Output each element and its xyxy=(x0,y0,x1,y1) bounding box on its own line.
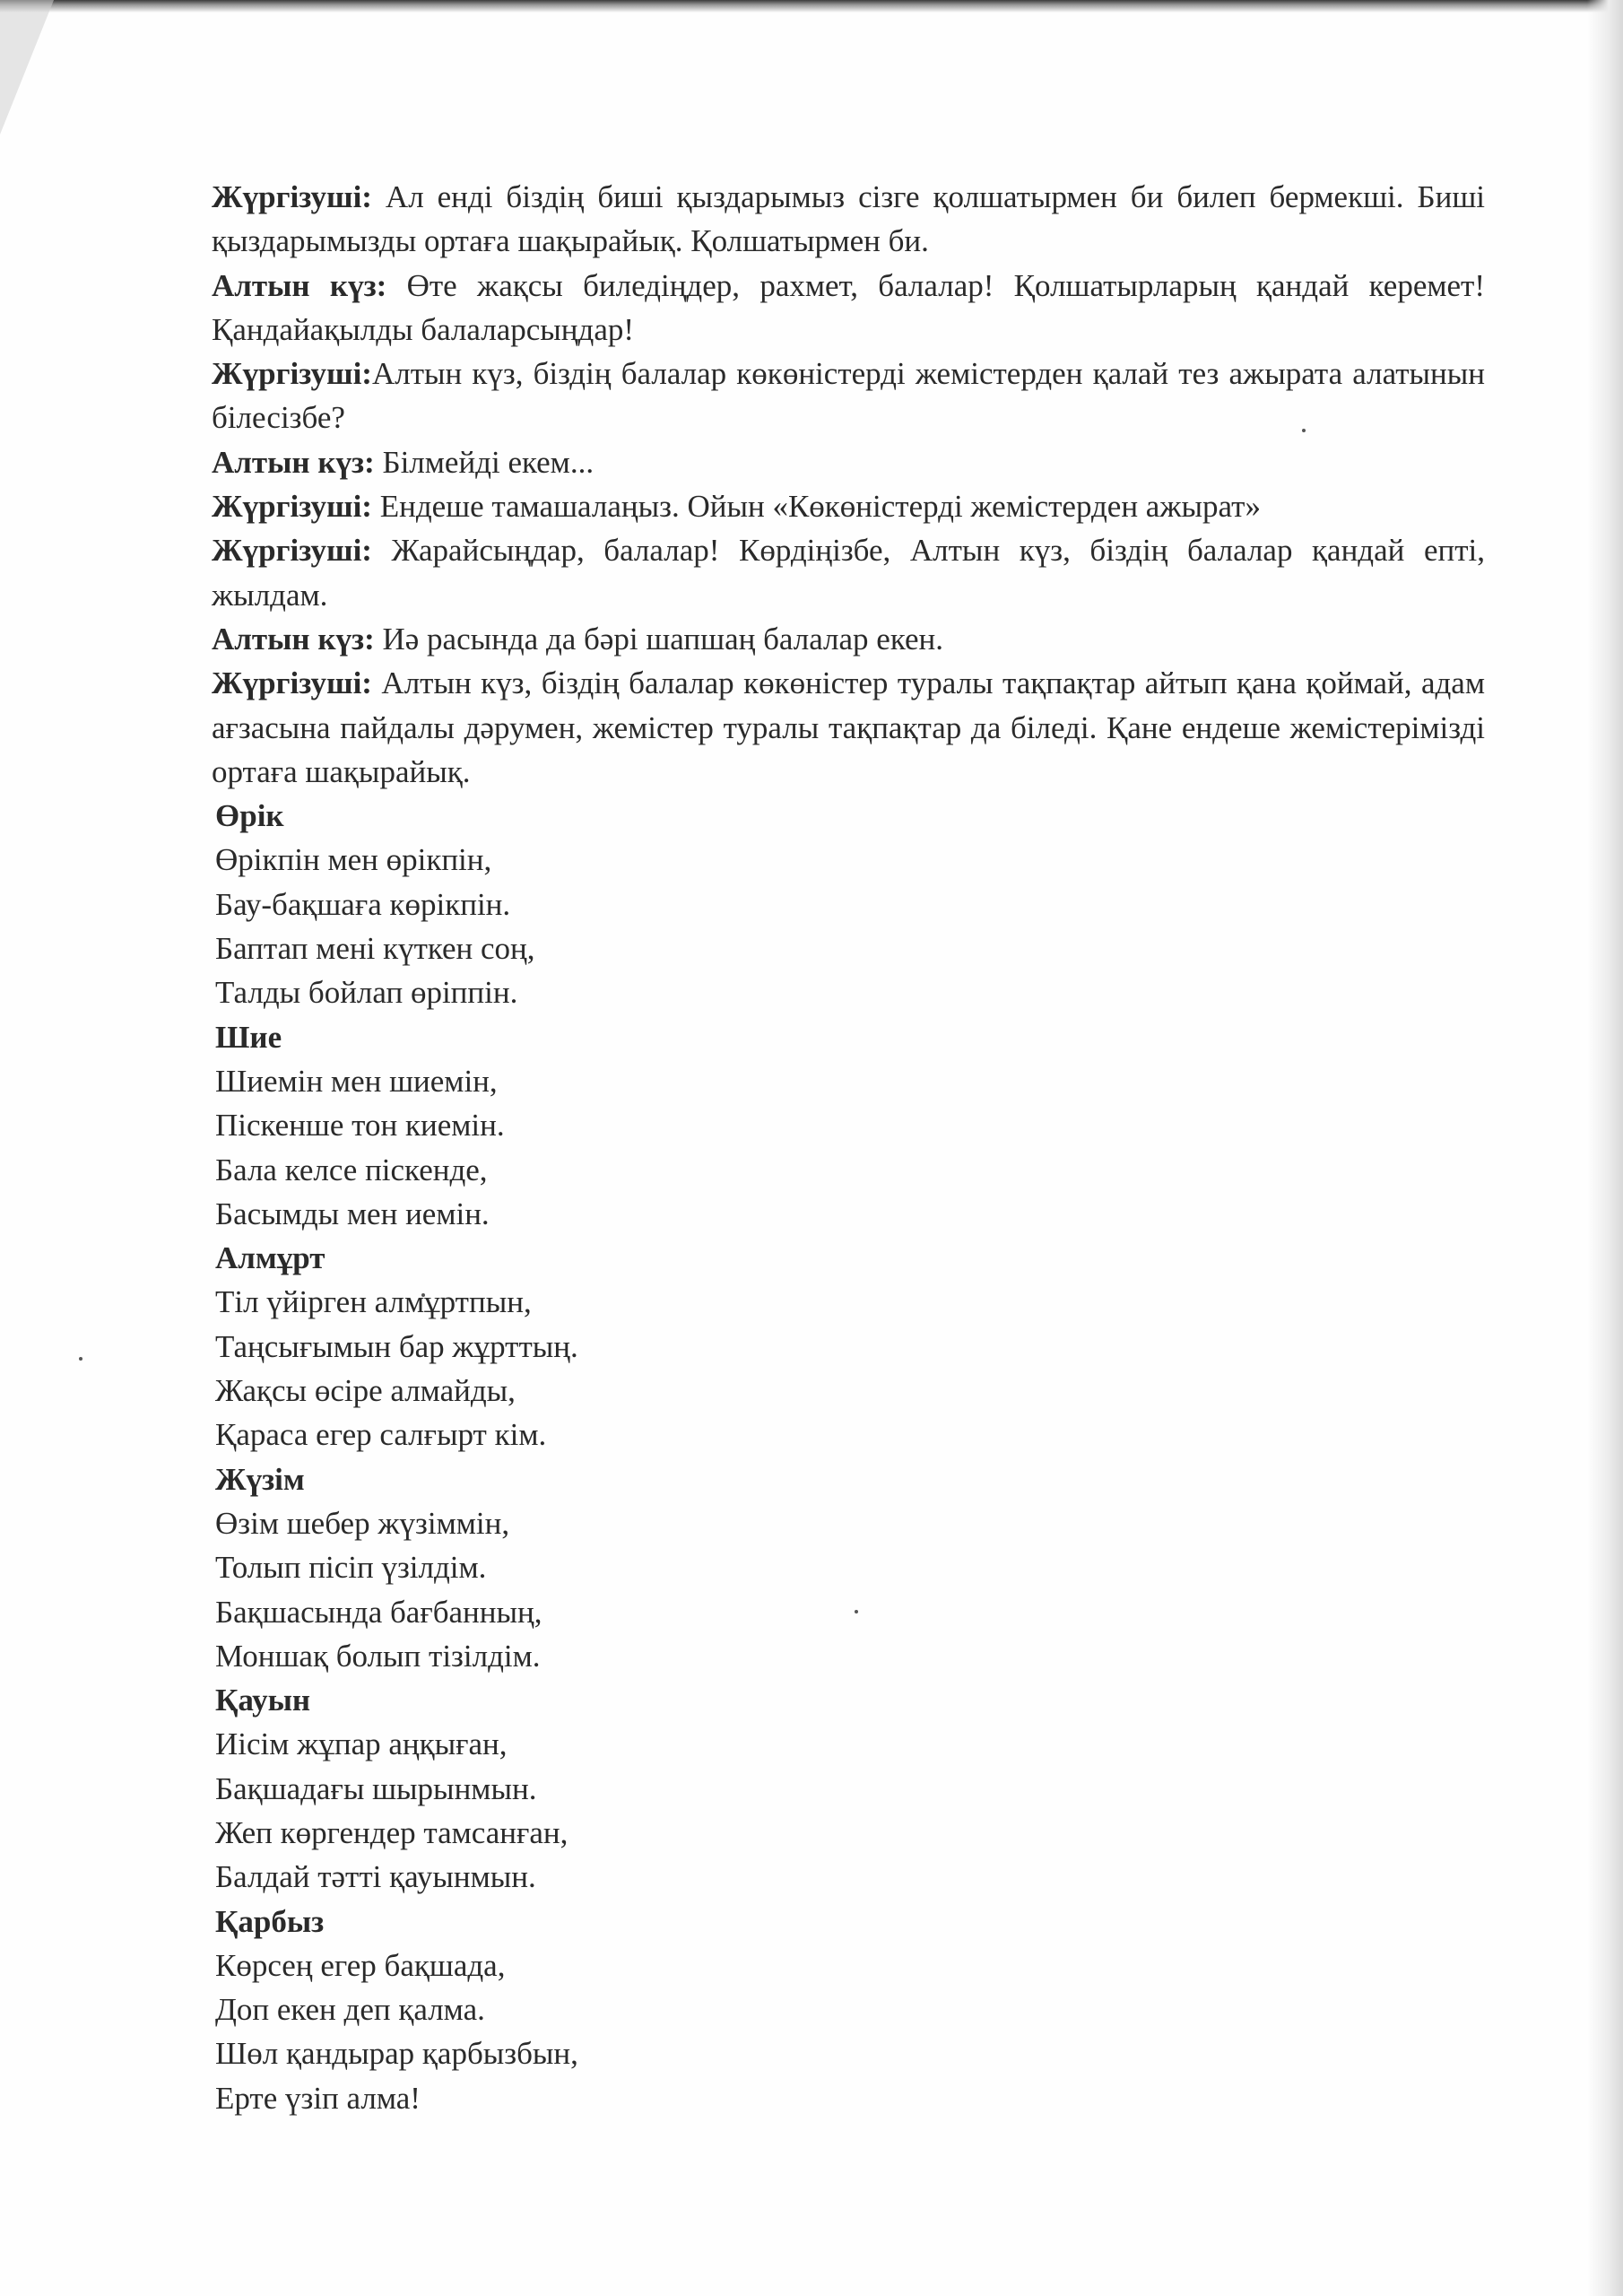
dialogue-line xyxy=(212,661,1485,794)
poem xyxy=(212,1015,1485,1236)
scan-folded-corner xyxy=(0,0,54,135)
poem-line: Өрікпін мен өрікпін, xyxy=(215,842,492,878)
scan-right-edge xyxy=(1587,0,1623,2296)
poem-line: Талды бойлап өріппін. xyxy=(215,975,518,1011)
scan-speck xyxy=(79,1357,82,1361)
dialogue-line xyxy=(212,264,1485,352)
poem-title: Алмұрт xyxy=(215,1240,325,1276)
document-body xyxy=(212,175,1485,2120)
poem-title: Жүзім xyxy=(215,1461,305,1497)
poem-line: Піскенше тон киемін. xyxy=(215,1108,505,1144)
poem-title: Қауын xyxy=(215,1683,311,1718)
dialogue-line xyxy=(212,352,1485,440)
poem-line: Басымды мен иемін. xyxy=(215,1196,490,1231)
speaker-label: Жүргізуші: xyxy=(212,665,372,701)
poem-line: Доп екен деп қалма. xyxy=(215,1992,485,2028)
poem-title: Қарбыз xyxy=(215,1903,325,1939)
poem-line: Өзім шебер жүзіммін, xyxy=(215,1505,510,1541)
poem-line: Бақшадағы шырынмын. xyxy=(215,1770,537,1806)
poem xyxy=(212,1678,1485,1899)
poem xyxy=(212,1900,1485,2120)
dialogue-text: Ендеше тамашалаңыз. Ойын «Көкөністерді жемістерден ажырат» xyxy=(371,489,1261,525)
speaker-label: Алтын күз: xyxy=(212,444,375,480)
poem-line: Жақсы өсіре алмайды, xyxy=(215,1373,516,1409)
dialogue-line xyxy=(212,617,1485,661)
poem-line: Ерте үзіп алма! xyxy=(215,2080,421,2116)
dialogue-line xyxy=(212,440,1485,484)
dialogue-text: Алтын күз, біздің балалар көкөністер туралы тақпақтар айтып қана қоймай, адам ағзасына пайдалы дәрумен, жемістер туралы тақпақтар да біледі. Қане ендеше жемістерімізді ортаға шақырайық. xyxy=(212,665,1485,789)
poem-line: Иісім жұпар аңқыған, xyxy=(215,1726,508,1762)
poem xyxy=(212,794,1485,1014)
dialogue-line xyxy=(212,175,1485,264)
poem-title: Өрік xyxy=(215,798,284,834)
dialogue-line xyxy=(212,484,1485,528)
poem-line: Тіл үйірген алмұртпын, xyxy=(215,1284,532,1320)
dialogue-text: Өте жақсы биледіңдер, рахмет, балалар! Қолшатырларың қандай керемет! Қандайақылды балаларсыңдар! xyxy=(212,267,1485,347)
dialogue-text: Жарайсыңдар, балалар! Көрдіңізбе, Алтын күз, біздің балалар қандай епті, жылдам. xyxy=(212,533,1485,613)
dialogue-text: Ал енді біздің биші қыздарымыз сізге қолшатырмен би билеп бермекші. Биші қыздарымызды ортаға шақырайық. Қолшатырмен би. xyxy=(212,179,1485,259)
speaker-label: Алтын күз: xyxy=(212,621,375,657)
scan-top-edge xyxy=(0,0,1623,13)
speaker-label: Жүргізуші: xyxy=(212,533,372,569)
poem-line: Таңсығымын бар жұрттың. xyxy=(215,1328,578,1364)
poem-title: Шие xyxy=(215,1019,282,1055)
poem xyxy=(212,1457,1485,1678)
poem-line: Бау-бақшаға көрікпін. xyxy=(215,886,511,922)
poem-line: Моншақ болып тізілдім. xyxy=(215,1638,541,1674)
dialogue-text: Алтын күз, біздің балалар көкөністерді жемістерден қалай тез ажырата алатынын білесізбе? xyxy=(212,356,1485,436)
poem-line: Толып пісіп үзілдім. xyxy=(215,1550,487,1586)
dialogue-line xyxy=(212,528,1485,617)
poem-line: Қараса егер салғырт кім. xyxy=(215,1417,547,1453)
speaker-label: Жүргізуші: xyxy=(212,489,372,525)
poem xyxy=(212,1236,1485,1457)
poem-line: Баптап мені күткен соң, xyxy=(215,931,535,967)
poem-line: Шиемін мен шиемін, xyxy=(215,1063,498,1099)
poem-line: Бақшасында бағбанның, xyxy=(215,1594,542,1630)
poem-line: Балдай тәтті қауынмын. xyxy=(215,1859,536,1895)
poem-line: Жеп көргендер тамсанған, xyxy=(215,1814,568,1850)
speaker-label: Жүргізуші: xyxy=(212,356,372,392)
speaker-label: Алтын күз: xyxy=(212,267,387,303)
poem-line: Бала келсе піскенде, xyxy=(215,1152,488,1187)
poem-line: Көрсең егер бақшада, xyxy=(215,1947,506,1983)
speaker-label: Жүргізуші: xyxy=(212,179,372,214)
dialogue-text: Білмейді екем... xyxy=(374,444,595,480)
dialogue-text: Иә расында да бәрі шапшаң балалар екен. xyxy=(374,621,943,657)
poem-line: Шөл қандырар қарбызбын, xyxy=(215,2036,578,2072)
